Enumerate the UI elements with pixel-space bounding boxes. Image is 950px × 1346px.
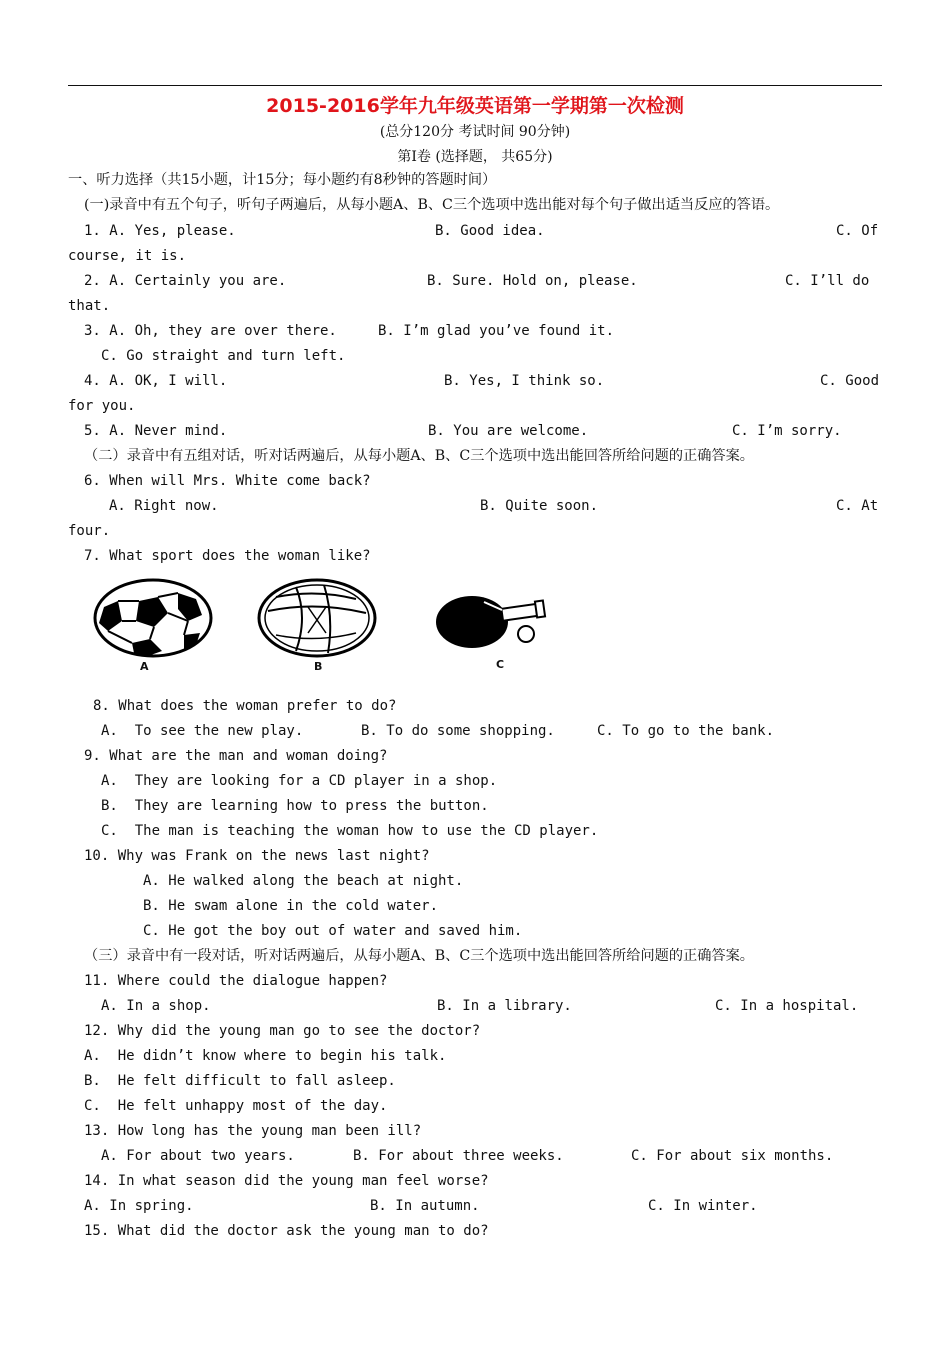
q10-question: 10. Why was Frank on the news last night?	[84, 848, 430, 864]
volume-heading: 第Ⅰ卷 (选择题， 共65分)	[397, 149, 553, 165]
q8-question: 8. What does the woman prefer to do?	[93, 698, 397, 714]
q10-option-c: C. He got the boy out of water and saved him.	[143, 923, 523, 939]
q12-option-c: C. He felt unhappy most of the day.	[84, 1098, 388, 1114]
section-heading: 一、听力选择（共15小题，计15分；每小题约有8秒钟的答题时间）	[68, 172, 497, 188]
q14-question: 14. In what season did the young man feel worse?	[84, 1173, 489, 1189]
q2-option-c-cont: that.	[68, 298, 111, 314]
q4-option-a: 4. A. OK, I will.	[84, 373, 228, 389]
q6-question: 6. When will Mrs. White come back?	[84, 473, 371, 489]
q13-option-b: B. For about three weeks.	[353, 1148, 564, 1164]
volleyball-icon	[256, 577, 378, 659]
q7-label-a: A	[140, 660, 149, 673]
q7-label-b: B	[314, 660, 323, 673]
q5-option-b: B. You are welcome.	[428, 423, 589, 439]
q2-option-b: B. Sure. Hold on, please.	[427, 273, 638, 289]
q14-option-b: B. In autumn.	[370, 1198, 480, 1214]
q8-option-b: B. To do some shopping.	[361, 723, 555, 739]
q1-option-c: C. Of	[836, 223, 879, 239]
q4-option-c: C. Good	[820, 373, 880, 389]
q7-question: 7. What sport does the woman like?	[84, 548, 371, 564]
q14-option-a: A. In spring.	[84, 1198, 194, 1214]
top-rule	[68, 85, 882, 86]
q8-option-c: C. To go to the bank.	[597, 723, 775, 739]
q5-option-a: 5. A. Never mind.	[84, 423, 228, 439]
q10-option-b: B. He swam alone in the cold water.	[143, 898, 439, 914]
q13-question: 13. How long has the young man been ill?	[84, 1123, 422, 1139]
q10-option-a: A. He walked along the beach at night.	[143, 873, 464, 889]
q5-option-c: C. I’m sorry.	[732, 423, 842, 439]
q3-option-b: B. I’m glad you’ve found it.	[378, 323, 615, 339]
q11-question: 11. Where could the dialogue happen?	[84, 973, 388, 989]
q15-question: 15. What did the doctor ask the young man to do?	[84, 1223, 489, 1239]
q11-option-a: A. In a shop.	[101, 998, 211, 1014]
q12-option-b: B. He felt difficult to fall asleep.	[84, 1073, 396, 1089]
table-tennis-paddle-icon	[432, 590, 552, 660]
q2-option-c: C. I’ll do	[785, 273, 870, 289]
q6-option-c-cont: four.	[68, 523, 111, 539]
q2-option-a: 2. A. Certainly you are.	[84, 273, 287, 289]
q14-option-c: C. In winter.	[648, 1198, 758, 1214]
part1-instructions: (一)录音中有五个句子，听句子两遍后，从每小题A、B、C三个选项中选出能对每个句子做出适当反应的答语。	[84, 197, 780, 213]
q13-option-c: C. For about six months.	[631, 1148, 834, 1164]
q9-option-c: C. The man is teaching the woman how to use the CD player.	[101, 823, 599, 839]
q11-option-b: B. In a library.	[437, 998, 572, 1014]
q11-option-c: C. In a hospital.	[715, 998, 859, 1014]
q6-option-b: B. Quite soon.	[480, 498, 599, 514]
exam-title: 2015-2016学年九年级英语第一学期第一次检测	[266, 95, 684, 117]
q12-question: 12. Why did the young man go to see the doctor?	[84, 1023, 481, 1039]
q12-option-a: A. He didn’t know where to begin his talk.	[84, 1048, 447, 1064]
q6-option-a: A. Right now.	[109, 498, 219, 514]
q13-option-a: A. For about two years.	[101, 1148, 295, 1164]
exam-subtitle: (总分120分 考试时间 90分钟)	[379, 124, 571, 140]
q1-option-c-cont: course, it is.	[68, 248, 187, 264]
q3-option-a: 3. A. Oh, they are over there.	[84, 323, 337, 339]
q9-question: 9. What are the man and woman doing?	[84, 748, 388, 764]
q1-option-b: B. Good idea.	[435, 223, 545, 239]
q3-option-c: C. Go straight and turn left.	[101, 348, 346, 364]
q4-option-b: B. Yes, I think so.	[444, 373, 605, 389]
q7-label-c: C	[496, 658, 505, 671]
soccer-ball-icon	[92, 577, 214, 659]
part3-instructions: （三）录音中有一段对话，听对话两遍后，从每小题A、B、C三个选项中选出能回答所给问题的正确答案。	[84, 948, 754, 964]
q1-option-a: 1. A. Yes, please.	[84, 223, 236, 239]
q4-option-c-cont: for you.	[68, 398, 136, 414]
q9-option-b: B. They are learning how to press the button.	[101, 798, 489, 814]
q8-option-a: A. To see the new play.	[101, 723, 304, 739]
q9-option-a: A. They are looking for a CD player in a shop.	[101, 773, 498, 789]
part2-instructions: （二）录音中有五组对话，听对话两遍后，从每小题A、B、C三个选项中选出能回答所给问题的正确答案。	[84, 448, 754, 464]
q6-option-c: C. At	[836, 498, 879, 514]
